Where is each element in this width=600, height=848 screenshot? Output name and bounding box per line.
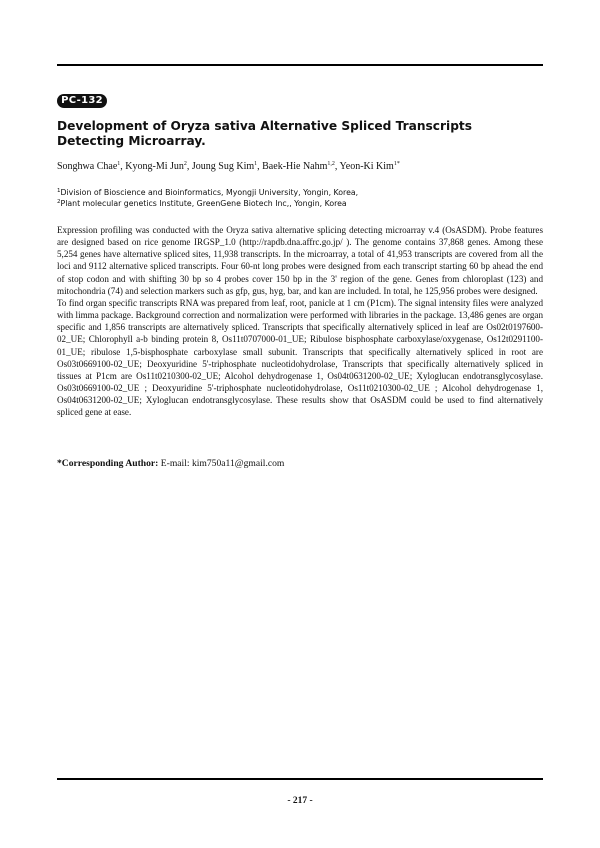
- affiliation-line: [57, 187, 543, 198]
- page-number: - 217 -: [287, 796, 313, 806]
- abstract-paragraph: To find organ specific transcripts RNA was prepared from leaf, root, panicle at 1 cm (P1cm). The signal intensity files were analyzed with limma package. Background correction and normalization were performed with libraries in the package. 13,486 genes are organ specific and 1,856 transcripts are alternatively spliced. Transcripts that specifically alternatively spliced in leaf are Os02t0197600-02_UE; Chlorophyll a-b binding protein 8, Os11t0707000-01_UE; Ribulose bisphosphate carboxylase/oxygenase, Os12t0291100-01_UE; ribulose 1,5-bisphosphate carboxylase small subunit. Transcripts that specifically alternatively spliced in root are Os03t0669100-02_UE; Deoxyuridine 5'-triphosphate nucleotidohydrolase, Transcripts that specifically alternatively spliced in tissues at P1cm are Os11t0210300-02_UE; Alcohol dehydrogenase 1, Os04t0631200-02_UE; Xyloglucan endotransglycosylase. Os03t0669100-02_UE ; Deoxyuridine 5'-triphosphate nucleotidohydrolase, Os11t0210300-02_UE ; Alcohol dehydrogenase 1, Os04t0631200-02_UE; Xyloglucan endotransglycosylase. These results show that OsASDM could be used to find alternatively spliced gene at ease.: [57, 297, 543, 418]
- affiliation-line: [57, 198, 543, 209]
- author-affiliation-mark: 1: [254, 161, 258, 167]
- author-name: Songhwa Chae: [57, 161, 118, 172]
- affiliation-text: Division of Bioscience and Bioinformatics, Myongji University, Yongin, Korea,: [60, 188, 359, 197]
- author-affiliation-mark: 2: [183, 161, 187, 167]
- author-affiliation-mark: 1,2: [327, 161, 335, 167]
- paper-title: Development of Oryza sativa Alternative Spliced Transcripts Detecting Microarray.: [57, 119, 473, 148]
- affiliation-mark: 2: [57, 199, 61, 205]
- affiliation-text: Plant molecular genetics Institute, GreenGene Biotech Inc,, Yongin, Korea: [60, 199, 347, 208]
- corresponding-author-label: *Corresponding Author:: [57, 458, 159, 469]
- author-name: Baek-Hie Nahm: [262, 161, 328, 172]
- abstract-body: [57, 224, 543, 419]
- session-code-badge: PC-132: [57, 94, 107, 108]
- author-list: Songhwa Chae$^1$, Kyong-Mi Jun$^2$, Joung Sug Kim$^1$, Baek-Hie Nahm$^{1,2}$, Yeon-Ki Kim$^{1*}$: [57, 161, 400, 172]
- corresponding-author-email: E-mail: kim750a11@gmail.com: [158, 458, 285, 469]
- author-name: Yeon-Ki Kim: [339, 161, 394, 172]
- author-name: Kyong-Mi Jun: [125, 161, 184, 172]
- author-affiliation-mark: 1*: [393, 161, 400, 167]
- abstract-paragraph: Expression profiling was conducted with the Oryza sativa alternative splicing detecting microarray v.4 (OsASDM). Probe features are designed based on rice genome IRGSP_1.0 (http://rapdb.dna.affrc.go.jp/ ). The genome contains 37,868 genes. Among these 5,254 genes have alternative spliced sites, 11,938 transcripts. In the microarray, a total of 41,953 transcripts are covered from all the loci and 9112 alternative spliced transcripts. Four 60-nt long probes were designed from each transcript starting 60 bp ahead the end of stop codon and with shifting 30 bp so 4 probes cover 150 bp in the 3' region of the gene. Genes from chloroplast (123) and mitochondria (74) and selection markers such as gfp, gus, hyg, bar, and kan are included. In total, he 125,956 probes were designed.: [57, 225, 543, 296]
- affiliation-list: [57, 187, 543, 209]
- top-rule: [57, 64, 543, 66]
- affiliation-mark: 1: [57, 188, 61, 194]
- author-affiliation-mark: 1: [117, 161, 121, 167]
- corresponding-author: [57, 458, 543, 470]
- author-name: Joung Sug Kim: [191, 161, 255, 172]
- bottom-rule: [57, 778, 543, 780]
